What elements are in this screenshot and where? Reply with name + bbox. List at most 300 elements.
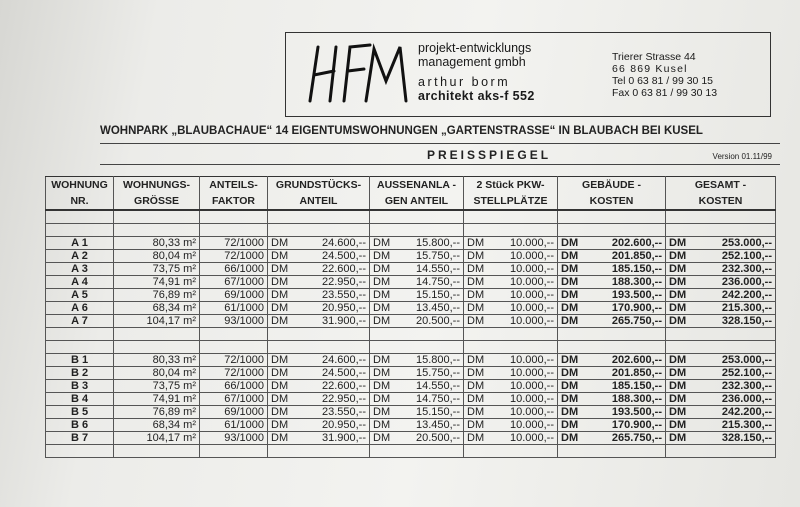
- currency-label: DM: [669, 302, 687, 314]
- parking-cost: [464, 250, 558, 263]
- column-header-bottom: NR.: [46, 193, 114, 210]
- unit-number: B 4: [46, 393, 114, 406]
- currency-label: DM: [373, 432, 391, 444]
- currency-label: DM: [271, 393, 289, 405]
- total-cost: [666, 393, 776, 406]
- outdoor-share: [370, 276, 464, 289]
- currency-label: DM: [561, 354, 579, 366]
- unit-number: A 5: [46, 289, 114, 302]
- document-subtitle: PREISSPIEGEL: [427, 148, 552, 162]
- total-cost: [666, 406, 776, 419]
- parking-cost-value: 10.000,--: [509, 302, 554, 314]
- land-share: [268, 419, 370, 432]
- building-cost-value: 265.750,--: [611, 315, 662, 327]
- share-factor: 69/1000: [200, 406, 268, 419]
- building-cost-value: 201.850,--: [611, 250, 662, 262]
- currency-label: DM: [561, 432, 579, 444]
- currency-label: DM: [271, 367, 289, 379]
- company-header-box: [285, 32, 771, 117]
- table-row: [46, 380, 776, 393]
- company-line-2: management gmbh: [418, 55, 526, 69]
- building-cost: [558, 419, 666, 432]
- unit-size: 76,89 m²: [114, 406, 200, 419]
- total-cost-value: 215.300,--: [721, 419, 772, 431]
- building-cost: [558, 354, 666, 367]
- land-share-value: 20.950,--: [321, 302, 366, 314]
- unit-size: 74,91 m²: [114, 276, 200, 289]
- currency-label: DM: [467, 315, 485, 327]
- total-cost: [666, 367, 776, 380]
- unit-number: B 3: [46, 380, 114, 393]
- currency-label: DM: [669, 263, 687, 275]
- unit-number: B 7: [46, 432, 114, 445]
- address-fax: Fax 0 63 81 / 99 30 13: [612, 87, 718, 99]
- currency-label: DM: [561, 315, 579, 327]
- currency-label: DM: [561, 263, 579, 275]
- currency-label: DM: [373, 380, 391, 392]
- building-cost-value: 170.900,--: [611, 302, 662, 314]
- parking-cost-value: 10.000,--: [509, 263, 554, 275]
- currency-label: DM: [669, 354, 687, 366]
- unit-number: A 3: [46, 263, 114, 276]
- total-cost: [666, 432, 776, 445]
- land-share: [268, 302, 370, 315]
- parking-cost: [464, 302, 558, 315]
- parking-cost-value: 10.000,--: [509, 276, 554, 288]
- address-street: Trierer Strasse 44: [612, 51, 696, 63]
- currency-label: DM: [467, 289, 485, 301]
- unit-size: 80,33 m²: [114, 237, 200, 250]
- parking-cost: [464, 289, 558, 302]
- land-share-value: 22.950,--: [321, 276, 366, 288]
- currency-label: DM: [271, 237, 289, 249]
- currency-label: DM: [373, 237, 391, 249]
- table-row: [46, 432, 776, 445]
- currency-label: DM: [669, 380, 687, 392]
- land-share: [268, 367, 370, 380]
- total-cost: [666, 302, 776, 315]
- table-row: [46, 250, 776, 263]
- currency-label: DM: [271, 289, 289, 301]
- company-line-1: projekt-entwicklungs: [418, 41, 532, 55]
- currency-label: DM: [561, 380, 579, 392]
- total-cost-value: 242.200,--: [721, 289, 772, 301]
- outdoor-share-value: 13.450,--: [415, 302, 460, 314]
- share-factor: 66/1000: [200, 380, 268, 393]
- currency-label: DM: [271, 432, 289, 444]
- currency-label: DM: [467, 406, 485, 418]
- total-cost-value: 328.150,--: [721, 432, 772, 444]
- land-share-value: 22.600,--: [321, 263, 366, 275]
- building-cost: [558, 237, 666, 250]
- land-share: [268, 432, 370, 445]
- currency-label: DM: [373, 419, 391, 431]
- currency-label: DM: [373, 289, 391, 301]
- outdoor-share-value: 15.750,--: [415, 250, 460, 262]
- building-cost-value: 185.150,--: [611, 380, 662, 392]
- land-share-value: 23.550,--: [321, 406, 366, 418]
- share-factor: 72/1000: [200, 354, 268, 367]
- currency-label: DM: [561, 302, 579, 314]
- building-cost: [558, 432, 666, 445]
- currency-label: DM: [467, 263, 485, 275]
- outdoor-share-value: 14.550,--: [415, 380, 460, 392]
- currency-label: DM: [669, 250, 687, 262]
- outdoor-share-value: 14.750,--: [415, 276, 460, 288]
- parking-cost-value: 10.000,--: [509, 237, 554, 249]
- column-header-bottom: STELLPLÄTZE: [464, 193, 558, 210]
- outdoor-share-value: 14.750,--: [415, 393, 460, 405]
- unit-number: B 1: [46, 354, 114, 367]
- parking-cost: [464, 432, 558, 445]
- currency-label: DM: [271, 380, 289, 392]
- currency-label: DM: [271, 250, 289, 262]
- outdoor-share-value: 20.500,--: [415, 315, 460, 327]
- currency-label: DM: [271, 302, 289, 314]
- unit-size: 73,75 m²: [114, 263, 200, 276]
- currency-label: DM: [561, 250, 579, 262]
- currency-label: DM: [467, 432, 485, 444]
- table-row: [46, 237, 776, 250]
- land-share-value: 31.900,--: [321, 432, 366, 444]
- currency-label: DM: [271, 419, 289, 431]
- logo-text: HFM: [304, 41, 307, 42]
- column-header-top: WOHNUNG: [46, 177, 114, 194]
- unit-number: B 5: [46, 406, 114, 419]
- unit-number: A 1: [46, 237, 114, 250]
- share-factor: 72/1000: [200, 367, 268, 380]
- currency-label: DM: [669, 276, 687, 288]
- land-share: [268, 315, 370, 328]
- column-header-bottom: KOSTEN: [666, 193, 776, 210]
- currency-label: DM: [561, 406, 579, 418]
- parking-cost-value: 10.000,--: [509, 432, 554, 444]
- unit-size: 104,17 m²: [114, 432, 200, 445]
- currency-label: DM: [561, 367, 579, 379]
- outdoor-share: [370, 419, 464, 432]
- share-factor: 72/1000: [200, 237, 268, 250]
- land-share-value: 24.600,--: [321, 354, 366, 366]
- parking-cost-value: 10.000,--: [509, 354, 554, 366]
- outdoor-share-value: 15.150,--: [415, 406, 460, 418]
- total-cost-value: 252.100,--: [721, 250, 772, 262]
- building-cost-value: 170.900,--: [611, 419, 662, 431]
- table-row: [46, 263, 776, 276]
- land-share: [268, 354, 370, 367]
- land-share-value: 24.500,--: [321, 250, 366, 262]
- building-cost-value: 202.600,--: [611, 354, 662, 366]
- total-cost-value: 252.100,--: [721, 367, 772, 379]
- table-row: [46, 289, 776, 302]
- building-cost-value: 188.300,--: [611, 276, 662, 288]
- column-header-top: GEBÄUDE -: [558, 177, 666, 194]
- currency-label: DM: [669, 289, 687, 301]
- parking-cost-value: 10.000,--: [509, 367, 554, 379]
- currency-label: DM: [561, 289, 579, 301]
- land-share: [268, 276, 370, 289]
- currency-label: DM: [467, 354, 485, 366]
- currency-label: DM: [271, 406, 289, 418]
- column-header-bottom: ANTEIL: [268, 193, 370, 210]
- column-header-bottom: FAKTOR: [200, 193, 268, 210]
- column-header-bottom: KOSTEN: [558, 193, 666, 210]
- address-tel: Tel 0 63 81 / 99 30 15: [612, 75, 713, 87]
- currency-label: DM: [669, 419, 687, 431]
- currency-label: DM: [271, 354, 289, 366]
- currency-label: DM: [373, 315, 391, 327]
- building-cost: [558, 276, 666, 289]
- unit-number: B 6: [46, 419, 114, 432]
- currency-label: DM: [467, 393, 485, 405]
- outdoor-share: [370, 380, 464, 393]
- building-cost: [558, 380, 666, 393]
- land-share: [268, 250, 370, 263]
- total-cost-value: 232.300,--: [721, 263, 772, 275]
- total-cost: [666, 419, 776, 432]
- land-share-value: 22.950,--: [321, 393, 366, 405]
- table-row: [46, 393, 776, 406]
- currency-label: DM: [669, 406, 687, 418]
- total-cost: [666, 315, 776, 328]
- total-cost-value: 328.150,--: [721, 315, 772, 327]
- parking-cost-value: 10.000,--: [509, 419, 554, 431]
- total-cost: [666, 263, 776, 276]
- total-cost: [666, 289, 776, 302]
- outdoor-share: [370, 354, 464, 367]
- building-cost-value: 202.600,--: [611, 237, 662, 249]
- outdoor-share: [370, 406, 464, 419]
- parking-cost: [464, 419, 558, 432]
- share-factor: 67/1000: [200, 393, 268, 406]
- outdoor-share-value: 15.150,--: [415, 289, 460, 301]
- share-factor: 69/1000: [200, 289, 268, 302]
- total-cost-value: 236.000,--: [721, 276, 772, 288]
- parking-cost-value: 10.000,--: [509, 393, 554, 405]
- currency-label: DM: [467, 380, 485, 392]
- currency-label: DM: [561, 393, 579, 405]
- parking-cost: [464, 393, 558, 406]
- currency-label: DM: [373, 406, 391, 418]
- document-title: WOHNPARK „BLAUBACHAUE“ 14 EIGENTUMSWOHNUNGEN „GARTENSTRASSE“ IN BLAUBACH BEI KUSEL: [100, 125, 780, 144]
- land-share: [268, 237, 370, 250]
- currency-label: DM: [669, 367, 687, 379]
- share-factor: 67/1000: [200, 276, 268, 289]
- total-cost-value: 232.300,--: [721, 380, 772, 392]
- table-row: [46, 276, 776, 289]
- currency-label: DM: [271, 263, 289, 275]
- unit-number: A 7: [46, 315, 114, 328]
- land-share: [268, 406, 370, 419]
- total-cost-value: 236.000,--: [721, 393, 772, 405]
- column-header-top: GRUNDSTÜCKS-: [268, 177, 370, 194]
- building-cost-value: 265.750,--: [611, 432, 662, 444]
- column-header-top: ANTEILS-: [200, 177, 268, 194]
- outdoor-share-value: 15.750,--: [415, 367, 460, 379]
- total-cost-value: 242.200,--: [721, 406, 772, 418]
- parking-cost: [464, 276, 558, 289]
- price-table: [45, 176, 776, 458]
- building-cost-value: 188.300,--: [611, 393, 662, 405]
- table-row: [46, 302, 776, 315]
- building-cost: [558, 315, 666, 328]
- outdoor-share: [370, 315, 464, 328]
- parking-cost-value: 10.000,--: [509, 380, 554, 392]
- total-cost: [666, 276, 776, 289]
- building-cost: [558, 250, 666, 263]
- currency-label: DM: [467, 302, 485, 314]
- unit-number: B 2: [46, 367, 114, 380]
- outdoor-share: [370, 302, 464, 315]
- outdoor-share: [370, 393, 464, 406]
- parking-cost: [464, 354, 558, 367]
- parking-cost-value: 10.000,--: [509, 250, 554, 262]
- table-row: [46, 406, 776, 419]
- company-address: [612, 51, 717, 99]
- spacer-row: [46, 445, 776, 458]
- unit-size: 104,17 m²: [114, 315, 200, 328]
- currency-label: DM: [467, 276, 485, 288]
- currency-label: DM: [669, 393, 687, 405]
- spacer-row: [46, 224, 776, 237]
- currency-label: DM: [669, 432, 687, 444]
- land-share: [268, 380, 370, 393]
- total-cost-value: 215.300,--: [721, 302, 772, 314]
- total-cost-value: 253.000,--: [721, 237, 772, 249]
- spacer-row: [46, 341, 776, 354]
- unit-size: 73,75 m²: [114, 380, 200, 393]
- column-header-top: AUSSENANLA -: [370, 177, 464, 194]
- currency-label: DM: [373, 276, 391, 288]
- share-factor: 66/1000: [200, 263, 268, 276]
- company-name-block: [418, 41, 535, 103]
- unit-number: A 6: [46, 302, 114, 315]
- unit-size: 80,33 m²: [114, 354, 200, 367]
- currency-label: DM: [467, 419, 485, 431]
- version-label: Version 01.11/99: [712, 152, 772, 161]
- land-share-value: 22.600,--: [321, 380, 366, 392]
- currency-label: DM: [467, 250, 485, 262]
- unit-number: A 2: [46, 250, 114, 263]
- total-cost: [666, 250, 776, 263]
- parking-cost: [464, 237, 558, 250]
- outdoor-share-value: 14.550,--: [415, 263, 460, 275]
- currency-label: DM: [373, 354, 391, 366]
- subtitle-bar: [100, 144, 780, 165]
- currency-label: DM: [467, 237, 485, 249]
- outdoor-share-value: 20.500,--: [415, 432, 460, 444]
- building-cost: [558, 406, 666, 419]
- column-header-top: 2 Stück PKW-: [464, 177, 558, 194]
- total-cost: [666, 380, 776, 393]
- share-factor: 61/1000: [200, 419, 268, 432]
- currency-label: DM: [561, 237, 579, 249]
- currency-label: DM: [271, 315, 289, 327]
- currency-label: DM: [561, 276, 579, 288]
- hfm-logo: [304, 41, 414, 107]
- currency-label: DM: [373, 302, 391, 314]
- building-cost: [558, 302, 666, 315]
- outdoor-share: [370, 250, 464, 263]
- column-header-top: WOHNUNGS-: [114, 177, 200, 194]
- company-line-4: architekt aks-f 552: [418, 89, 535, 103]
- spacer-row: [46, 210, 776, 224]
- address-city: 66 869 Kusel: [612, 63, 688, 75]
- unit-number: A 4: [46, 276, 114, 289]
- land-share: [268, 263, 370, 276]
- outdoor-share-value: 13.450,--: [415, 419, 460, 431]
- company-line-3: arthur borm: [418, 75, 511, 89]
- parking-cost: [464, 367, 558, 380]
- currency-label: DM: [669, 315, 687, 327]
- outdoor-share-value: 15.800,--: [415, 354, 460, 366]
- outdoor-share: [370, 432, 464, 445]
- share-factor: 61/1000: [200, 302, 268, 315]
- table-row: [46, 354, 776, 367]
- building-cost: [558, 393, 666, 406]
- column-header-bottom: GEN ANTEIL: [370, 193, 464, 210]
- currency-label: DM: [373, 393, 391, 405]
- land-share-value: 20.950,--: [321, 419, 366, 431]
- total-cost-value: 253.000,--: [721, 354, 772, 366]
- land-share-value: 24.600,--: [321, 237, 366, 249]
- parking-cost-value: 10.000,--: [509, 406, 554, 418]
- building-cost-value: 201.850,--: [611, 367, 662, 379]
- unit-size: 80,04 m²: [114, 367, 200, 380]
- building-cost: [558, 289, 666, 302]
- land-share: [268, 289, 370, 302]
- building-cost-value: 193.500,--: [611, 406, 662, 418]
- outdoor-share: [370, 289, 464, 302]
- parking-cost-value: 10.000,--: [509, 315, 554, 327]
- parking-cost: [464, 263, 558, 276]
- parking-cost-value: 10.000,--: [509, 289, 554, 301]
- share-factor: 72/1000: [200, 250, 268, 263]
- outdoor-share-value: 15.800,--: [415, 237, 460, 249]
- currency-label: DM: [271, 276, 289, 288]
- building-cost: [558, 263, 666, 276]
- column-header-bottom: GRÖSSE: [114, 193, 200, 210]
- building-cost-value: 193.500,--: [611, 289, 662, 301]
- outdoor-share: [370, 237, 464, 250]
- currency-label: DM: [373, 367, 391, 379]
- share-factor: 93/1000: [200, 432, 268, 445]
- land-share-value: 31.900,--: [321, 315, 366, 327]
- unit-size: 74,91 m²: [114, 393, 200, 406]
- currency-label: DM: [373, 263, 391, 275]
- unit-size: 76,89 m²: [114, 289, 200, 302]
- land-share-value: 23.550,--: [321, 289, 366, 301]
- total-cost: [666, 354, 776, 367]
- share-factor: 93/1000: [200, 315, 268, 328]
- currency-label: DM: [561, 419, 579, 431]
- outdoor-share: [370, 367, 464, 380]
- column-header-top: GESAMT -: [666, 177, 776, 194]
- building-cost: [558, 367, 666, 380]
- currency-label: DM: [467, 367, 485, 379]
- table-row: [46, 315, 776, 328]
- land-share-value: 24.500,--: [321, 367, 366, 379]
- table-row: [46, 367, 776, 380]
- currency-label: DM: [373, 250, 391, 262]
- building-cost-value: 185.150,--: [611, 263, 662, 275]
- parking-cost: [464, 406, 558, 419]
- unit-size: 68,34 m²: [114, 419, 200, 432]
- unit-size: 80,04 m²: [114, 250, 200, 263]
- spacer-row: [46, 328, 776, 341]
- currency-label: DM: [669, 237, 687, 249]
- unit-size: 68,34 m²: [114, 302, 200, 315]
- land-share: [268, 393, 370, 406]
